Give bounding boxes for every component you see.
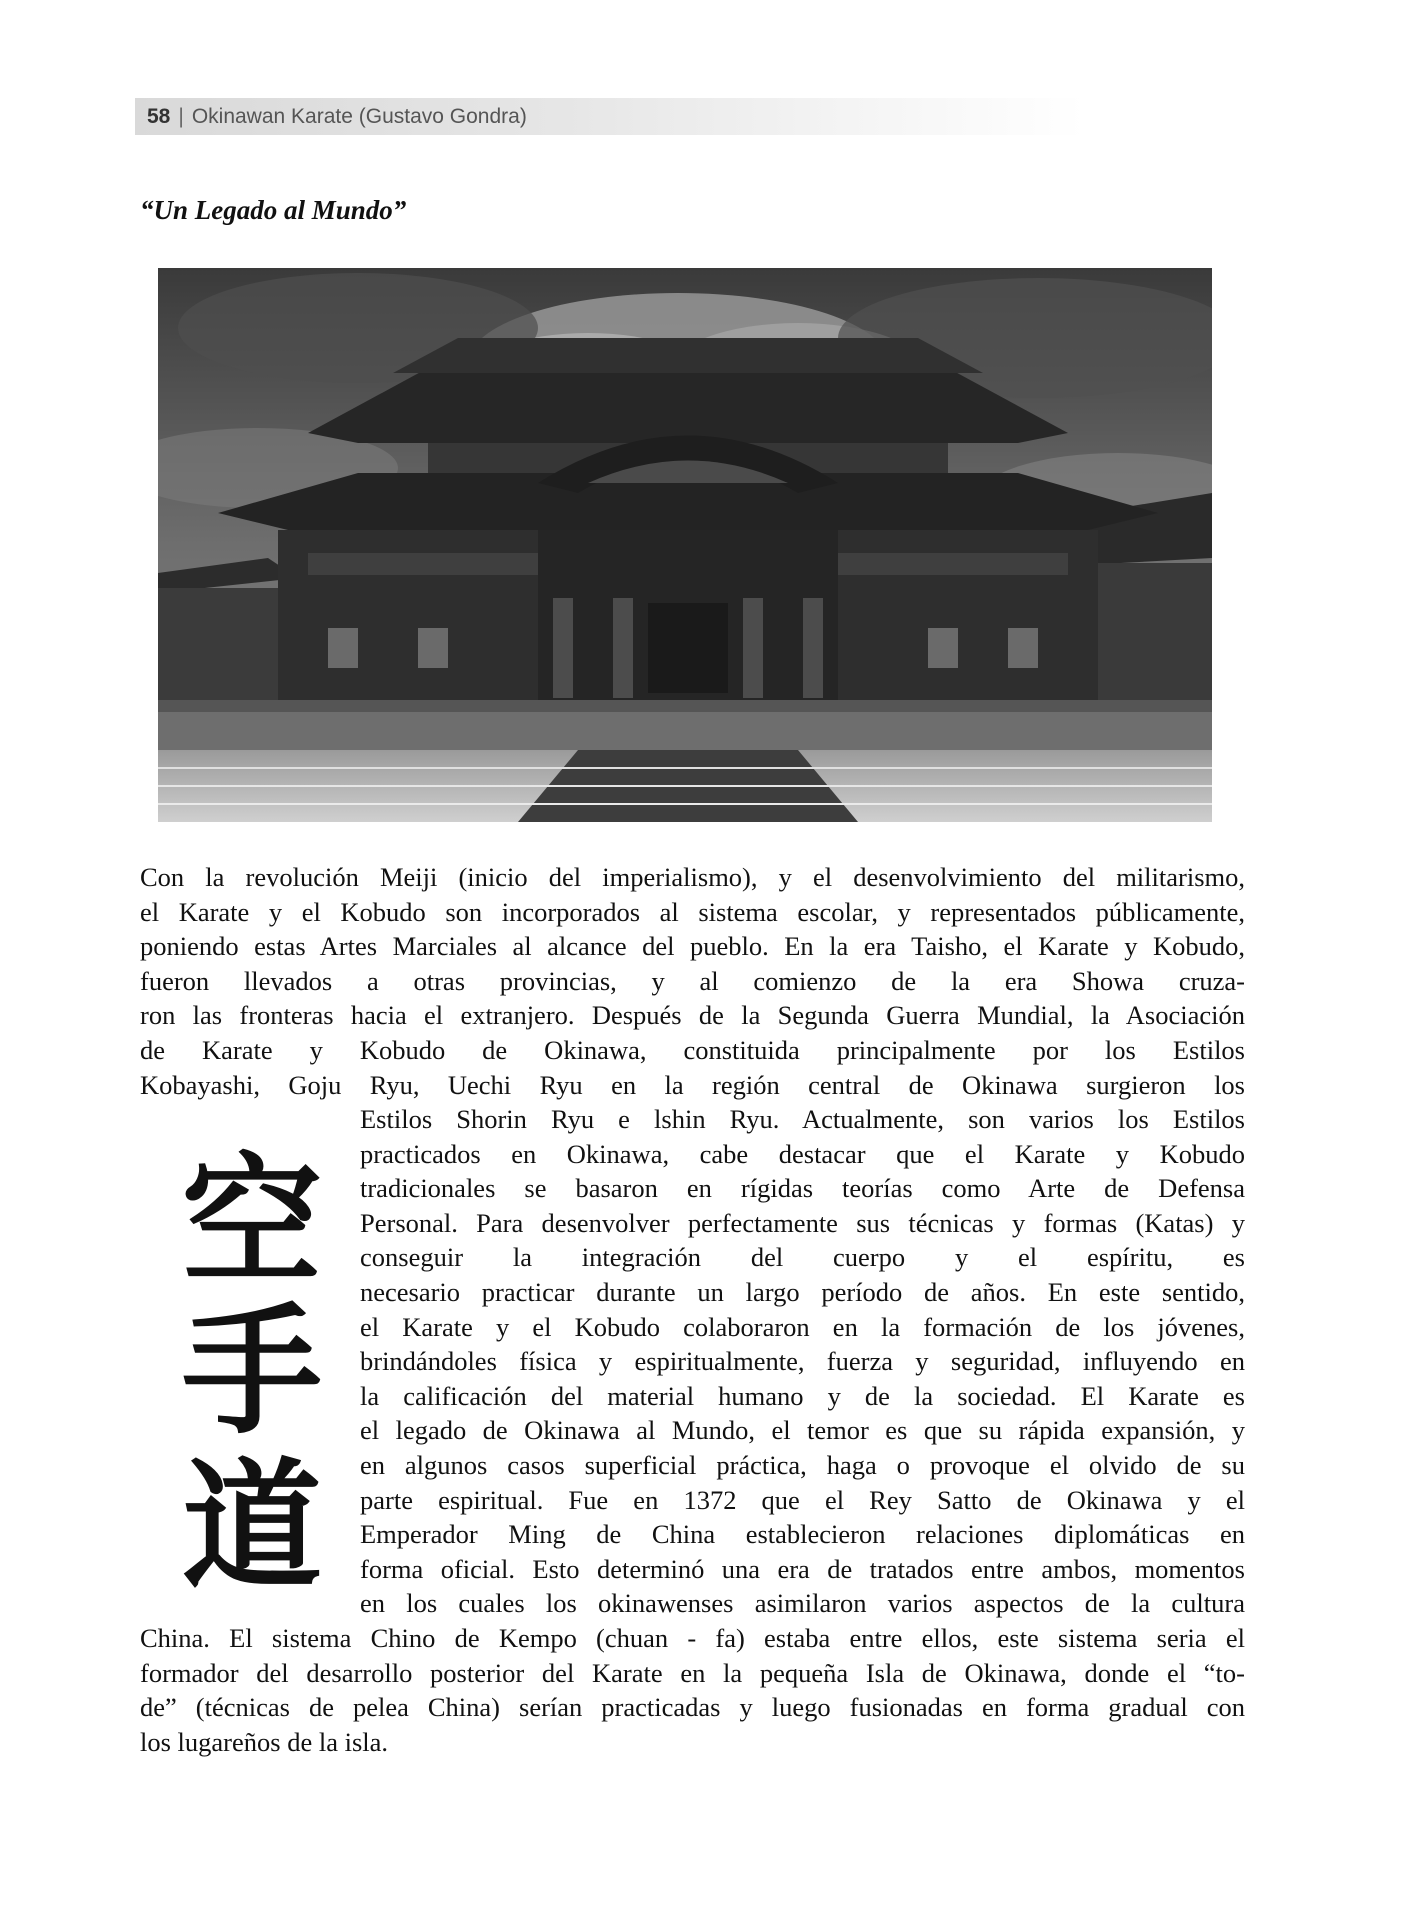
- text-line: poniendo estas Artes Marciales al alcance del pueblo. En la era Taisho, el Karate y Kobudo,: [140, 931, 1245, 962]
- text-line: los lugareños de la isla.: [140, 1726, 389, 1757]
- text-line: fueron llevados a otras provincias, y al comienzo de la era Showa cruza-: [140, 965, 1245, 996]
- paragraph-top: [140, 860, 1245, 1102]
- page-number: 58: [147, 104, 171, 128]
- text-line: Kobayashi, Goju Ryu, Uechi Ryu en la región central de Okinawa surgieron los: [140, 1069, 1245, 1100]
- text-line: practicados en Okinawa, cabe destacar que el Karate y Kobudo: [360, 1138, 1245, 1169]
- text-line: la calificación del material humano y de la sociedad. El Karate es: [360, 1380, 1245, 1411]
- text-line: en algunos casos superficial práctica, haga o provoque el olvido de su: [360, 1449, 1245, 1480]
- running-title: Okinawan Karate (Gustavo Gondra): [191, 104, 527, 128]
- text-line: el legado de Okinawa al Mundo, el temor es que su rápida expansión, y: [360, 1415, 1245, 1446]
- header-separator: |: [178, 104, 184, 128]
- text-line: brindándoles física y espiritualmente, fuerza y seguridad, influyendo en: [360, 1346, 1245, 1377]
- paragraph-wrap: [360, 1102, 1245, 1621]
- text-line: Emperador Ming de China establecieron relaciones diplomáticas en: [360, 1519, 1245, 1550]
- text-line: de Karate y Kobudo de Okinawa, constituida principalmente por los Estilos: [140, 1034, 1245, 1065]
- calligraphy-char-3: 道: [181, 1446, 323, 1609]
- text-line: tradicionales se basaron en rígidas teorías como Arte de Defensa: [360, 1173, 1245, 1204]
- calligraphy-char-1: 空: [181, 1141, 323, 1304]
- running-header: [135, 98, 1085, 135]
- paragraph-bottom: [140, 1621, 1245, 1759]
- text-line: formador del desarrollo posterior del Karate en la pequeña Isla de Okinawa, donde el “to-: [140, 1657, 1245, 1688]
- castle-illustration: [158, 268, 1212, 822]
- calligraphy-glyphs: [170, 1140, 335, 1610]
- karate-do-calligraphy: [170, 1140, 335, 1610]
- text-line: Estilos Shorin Ryu e lshin Ryu. Actualmente, son varios los Estilos: [360, 1104, 1245, 1134]
- calligraphy-char-2: 手: [181, 1291, 323, 1454]
- shuri-castle-photo: [158, 268, 1212, 822]
- text-line: de” (técnicas de pelea China) serían practicadas y luego fusionadas en forma gradual con: [140, 1692, 1245, 1723]
- text-line: el Karate y el Kobudo colaboraron en la formación de los jóvenes,: [360, 1311, 1245, 1342]
- text-line: forma oficial. Esto determinó una era de tratados entre ambos, momentos: [360, 1553, 1245, 1584]
- section-title: “Un Legado al Mundo”: [140, 195, 407, 225]
- text-line: en los cuales los okinawenses asimilaron varios aspectos de la cultura: [360, 1588, 1245, 1619]
- text-line: parte espiritual. Fue en 1372 que el Rey Satto de Okinawa y el: [360, 1484, 1245, 1515]
- text-line: China. El sistema Chino de Kempo (chuan - fa) estaba entre ellos, este sistema seria el: [140, 1623, 1245, 1653]
- text-line: Con la revolución Meiji (inicio del imperialismo), y el desenvolvimiento del militarismo,: [140, 862, 1245, 892]
- text-line: ron las fronteras hacia el extranjero. Después de la Segunda Guerra Mundial, la Asociación: [140, 1000, 1245, 1031]
- text-line: necesario practicar durante un largo período de años. En este sentido,: [360, 1276, 1245, 1307]
- text-line: conseguir la integración del cuerpo y el espíritu, es: [360, 1242, 1245, 1273]
- text-line: Personal. Para desenvolver perfectamente sus técnicas y formas (Katas) y: [360, 1207, 1245, 1238]
- text-line: el Karate y el Kobudo son incorporados al sistema escolar, y representados públicamente,: [140, 896, 1245, 927]
